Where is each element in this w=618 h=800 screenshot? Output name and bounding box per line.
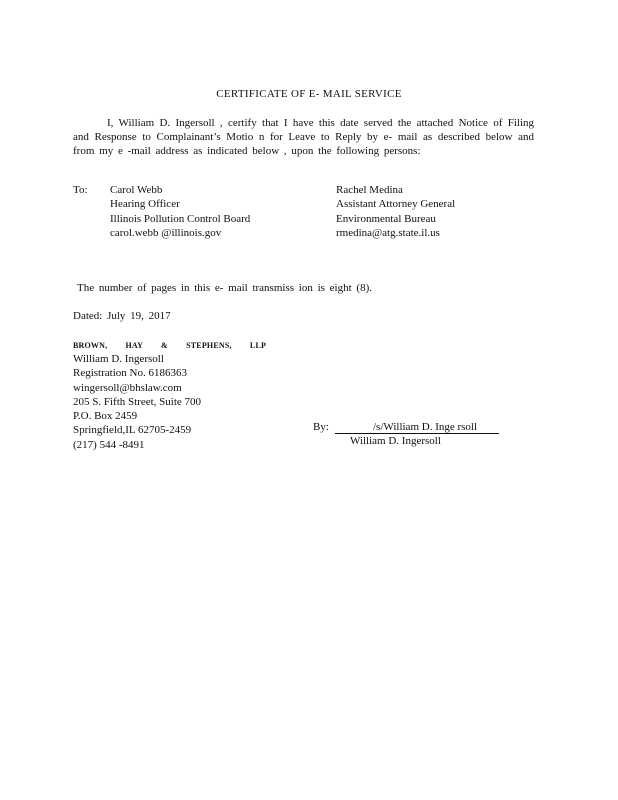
firm-email: wingersoll@bhslaw.com [73, 381, 182, 394]
to-label: To: [73, 184, 88, 196]
firm-name: BROWN, HAY & STEPHENS, LLP [73, 341, 267, 350]
recipient-2-email: rmedina@atg.state.il.us [336, 226, 440, 239]
signature-block [313, 421, 499, 449]
firm-city: Springfield,IL 62705-2459 [73, 424, 192, 437]
recipient-1-organization: Illinois Pollution Control Board [110, 212, 251, 225]
registration-number: Registration No. 6186363 [73, 367, 187, 380]
signature-line-row [313, 421, 499, 435]
signer-printed-name: William D. Ingersoll [350, 435, 441, 448]
recipient-2-name: Rachel Medina [336, 184, 403, 196]
firm-address-line-2: P.O. Box 2459 [73, 410, 138, 423]
attorney-name: William D. Ingersoll [73, 353, 164, 365]
pages-statement: The number of pages in this e- mail transmiss ion is eight (8). [77, 282, 372, 294]
firm-address-line-1: 205 S. Fifth Street, Suite 700 [73, 395, 202, 408]
recipient-1-title: Hearing Officer [110, 198, 180, 211]
dated-line: Dated: July 19, 2017 [73, 310, 171, 322]
firm-phone: (217) 544 -8491 [73, 438, 145, 451]
recipient-1-email: carol.webb @illinois.gov [110, 226, 222, 239]
firm-block [73, 339, 266, 453]
electronic-signature: /s/William D. Inge rsoll [335, 421, 499, 434]
recipient-1-block [110, 184, 250, 241]
by-label: By: [313, 421, 329, 433]
certification-paragraph: I, William D. Ingersoll , certify that I have this date served the attached Notice of Filing and Response to Complainant’s Motio n for Leave to Reply by e- mail as described below and from my e -mail address as indicated below , upon the following persons: [73, 117, 534, 157]
document-title: CERTIFICATE OF E- MAIL SERVICE [216, 88, 402, 100]
recipient-2-block [336, 184, 455, 241]
recipient-2-title: Assistant Attorney General [336, 198, 456, 211]
recipient-1-name: Carol Webb [110, 184, 163, 196]
recipient-2-organization: Environmental Bureau [336, 212, 436, 225]
